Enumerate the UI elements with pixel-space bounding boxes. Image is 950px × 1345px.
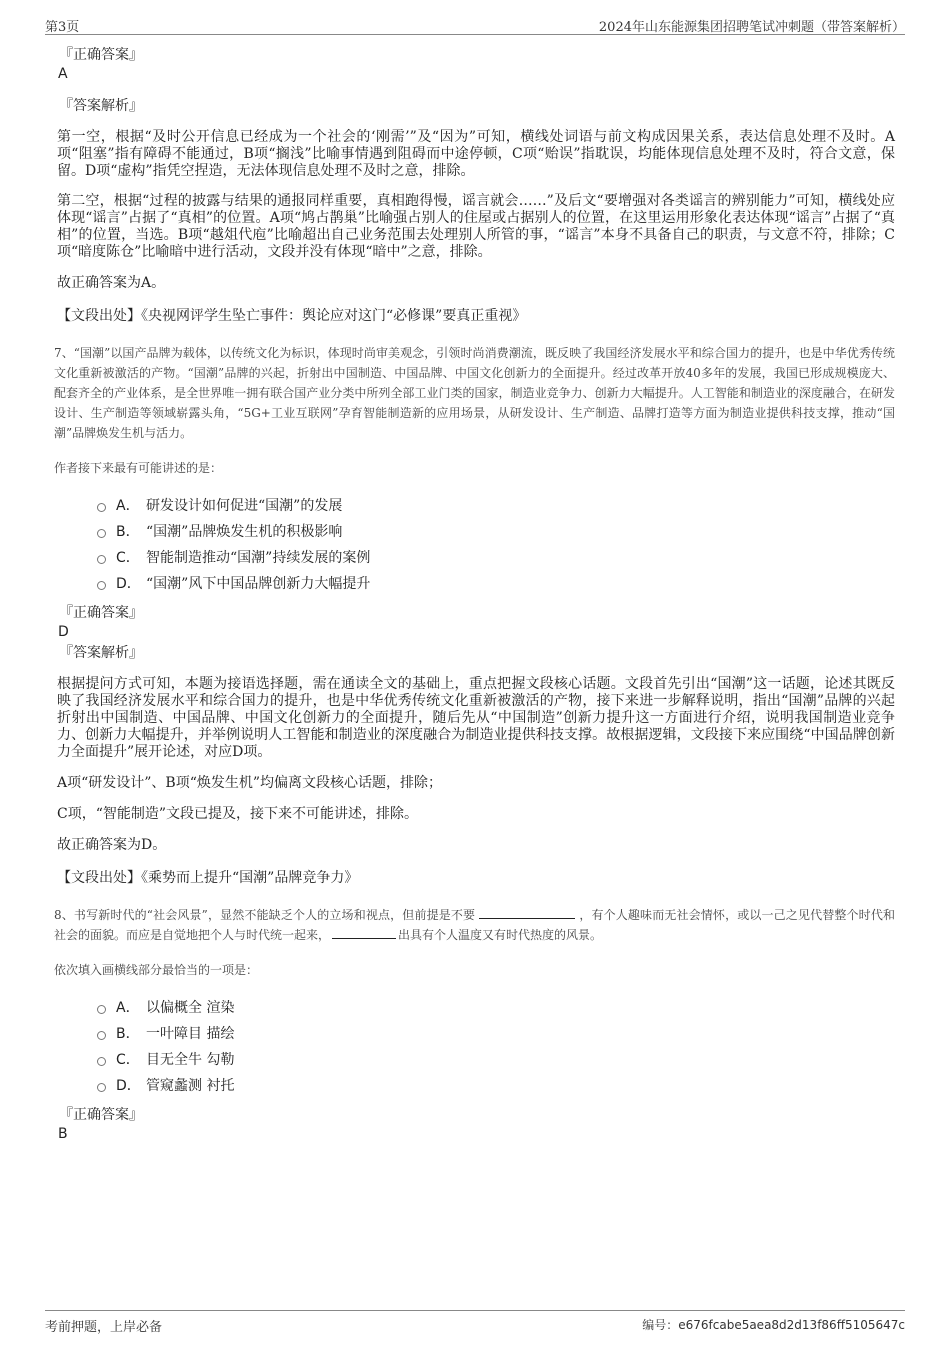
q7-option-b[interactable]: [97, 518, 895, 544]
q8-option-b[interactable]: [97, 1020, 895, 1046]
option-key: D．: [116, 576, 141, 592]
q7-conclusion: 故正确答案为D。: [57, 837, 167, 853]
q6-analysis-paragraph-1: 第一空，根据“及时公开信息已经成为一个社会的‘刚需’”及“因为”可知，横线处词语与前文构成因果关系，表达信息处理不及时。A项“阻塞”指有障碍不能通过，B项“搁浅”比喻事情遇到阻碍而中途停顿，C项“贻误”指耽误，均能体现信息处理不及时，符合文意，保留。D项“虚构”指凭空捏造，无法体现信息处理不及时之意，排除。: [57, 129, 895, 179]
q8-text-part-2: ，有个人趣味而无社会情怀，或以一己之见代替整个时代和社会的面貌。而应是自觉地把个人与时代统一起来，: [54, 908, 895, 942]
q8-option-a[interactable]: [97, 994, 895, 1020]
q6-answer: A: [58, 66, 68, 82]
q7-question: 7、“国潮”以国产品牌为载体，以传统文化为标识，体现时尚审美观念，引领时尚消费潮流，既反映了我国经济发展水平和综合国力的提升，也是中华优秀传统文化重新被激活的产物。“国潮”品牌的兴起，折射出中国制造、中国品牌、中国文化创新力的全面提升。经过改革开放40多年的发展，我国已形成规模庞大、配套齐全的产业体系，是全世界唯一拥有联合国产业分类中所列全部工业门类的国家，制造业竞争力、创新力大幅提升。人工智能和制造业的深度融合，在研发设计、生产制造等领域崭露头角，“5G+工业互联网”孕育智能制造新的应用场景，从研发设计、生产制造、品牌打造等方面为制造业提供科技支撑，推动“国潮”品牌焕发生机与活力。: [54, 346, 895, 440]
q8-blank-2: [332, 927, 396, 939]
radio-icon[interactable]: [97, 581, 106, 590]
q6-analysis-label: 『答案解析』: [59, 98, 143, 114]
radio-icon[interactable]: [97, 1057, 106, 1066]
option-key: A．: [116, 498, 140, 514]
radio-icon[interactable]: [97, 555, 106, 564]
option-text: 研发设计如何促进“国潮”的发展: [146, 498, 343, 514]
option-key: B．: [116, 524, 140, 540]
option-key: A．: [116, 1000, 140, 1016]
radio-icon[interactable]: [97, 1083, 106, 1092]
radio-icon[interactable]: [97, 1005, 106, 1014]
q7-option-a[interactable]: [97, 492, 895, 518]
option-text: “国潮”品牌焕发生机的积极影响: [146, 524, 343, 540]
document-code-value: e676fcabe5aea8d2d13f86ff5105647c: [678, 1318, 905, 1332]
option-key: C．: [116, 550, 140, 566]
q8-prompt: 依次填入画横线部分最恰当的一项是：: [54, 963, 259, 977]
q7-analysis-paragraph-3: C项，“智能制造”文段已提及，接下来不可能讲述，排除。: [57, 806, 419, 822]
option-key: D．: [116, 1078, 141, 1094]
q6-conclusion: 故正确答案为A。: [57, 275, 166, 291]
radio-icon[interactable]: [97, 1031, 106, 1040]
q7-prompt: 作者接下来最有可能讲述的是：: [54, 461, 223, 475]
option-text: 一叶障目 描绘: [146, 1026, 235, 1042]
q8-text-part-1: 8、书写新时代的“社会风景”，显然不能缺乏个人的立场和视点，但前提是不要: [54, 908, 476, 922]
option-text: 以偏概全 渲染: [146, 1000, 235, 1016]
q8-options: [97, 994, 895, 1098]
q7-analysis-label: 『答案解析』: [59, 645, 143, 661]
document-code-label: 编号：: [642, 1318, 679, 1332]
option-text: “国潮”风下中国品牌创新力大幅提升: [146, 576, 371, 592]
q8-option-d[interactable]: [97, 1072, 895, 1098]
document-title: 2024年山东能源集团招聘笔试冲刺题（带答案解析）: [598, 20, 905, 35]
option-key: B．: [116, 1026, 140, 1042]
option-text: 智能制造推动“国潮”持续发展的案例: [146, 550, 371, 566]
q8-option-c[interactable]: [97, 1046, 895, 1072]
q6-source: 【文段出处】《央视网评学生坠亡事件：舆论应对这门“必修课”要真正重视》: [57, 308, 527, 324]
q7-option-d[interactable]: [97, 570, 895, 596]
page-content: [54, 46, 895, 1157]
radio-icon[interactable]: [97, 503, 106, 512]
q7-option-c[interactable]: [97, 544, 895, 570]
q7-source: 【文段出处】《乘势而上提升“国潮”品牌竞争力》: [57, 870, 359, 886]
q8-text-part-3: 出具有个人温度又有时代热度的风景。: [398, 928, 603, 942]
q8-answer-label: 『正确答案』: [59, 1107, 143, 1123]
option-text: 目无全牛 勾勒: [146, 1052, 235, 1068]
radio-icon[interactable]: [97, 529, 106, 538]
q7-options: [97, 492, 895, 596]
q7-answer-label: 『正确答案』: [59, 605, 143, 621]
page-number: 第3页: [45, 20, 80, 35]
option-key: C．: [116, 1052, 140, 1068]
document-code: [642, 1316, 905, 1333]
q7-answer: D: [58, 624, 69, 640]
q8-answer: B: [58, 1126, 68, 1142]
q6-answer-label: 『正确答案』: [59, 47, 143, 63]
page-header: [45, 14, 905, 35]
footer-slogan: 考前押题，上岸必备: [45, 1320, 163, 1335]
q7-analysis-paragraph-2: A项“研发设计”、B项“焕发生机”均偏离文段核心话题，排除；: [57, 775, 443, 791]
q8-question: [54, 905, 895, 945]
q6-analysis-paragraph-2: 第二空，根据“过程的披露与结果的通报同样重要，真相跑得慢，谣言就会……”及后文“要增强对各类谣言的辨别能力”可知，横线处应体现“谣言”占据了“真相”的位置。A项“鸠占鹊巢”比喻强占别人的住屋或占据别人的位置，在这里运用形象化表达体现“谣言”占据了“真相”的位置，当选。B项“越俎代庖”比喻超出自己业务范围去处理别人所管的事，“谣言”本身不具备自己的职责，与文意不符，排除；C项“暗度陈仓”比喻暗中进行活动，文段并没有体现“暗中”之意，排除。: [57, 193, 895, 260]
q8-blank-1: [479, 907, 575, 919]
q7-analysis-paragraph-1: 根据提问方式可知，本题为接语选择题，需在通读全文的基础上，重点把握文段核心话题。文段首先引出“国潮”这一话题，论述其既反映了我国经济发展水平和综合国力的提升，也是中华优秀传统文化重新被激活的产物，接下来进一步解释说明，指出“国潮”品牌的兴起折射出中国制造、中国品牌、中国文化创新力的全面提升，随后先从“中国制造”创新力提升这一方面进行介绍，说明我国制造业竞争力、创新力大幅提升，并举例说明人工智能和制造业的深度融合为制造业提供科技支撑。故根据逻辑，文段接下来应围绕“中国品牌创新力全面提升”展开论述，对应D项。: [57, 676, 895, 760]
option-text: 管窥蠡测 衬托: [146, 1078, 235, 1094]
page-footer: [45, 1310, 905, 1333]
